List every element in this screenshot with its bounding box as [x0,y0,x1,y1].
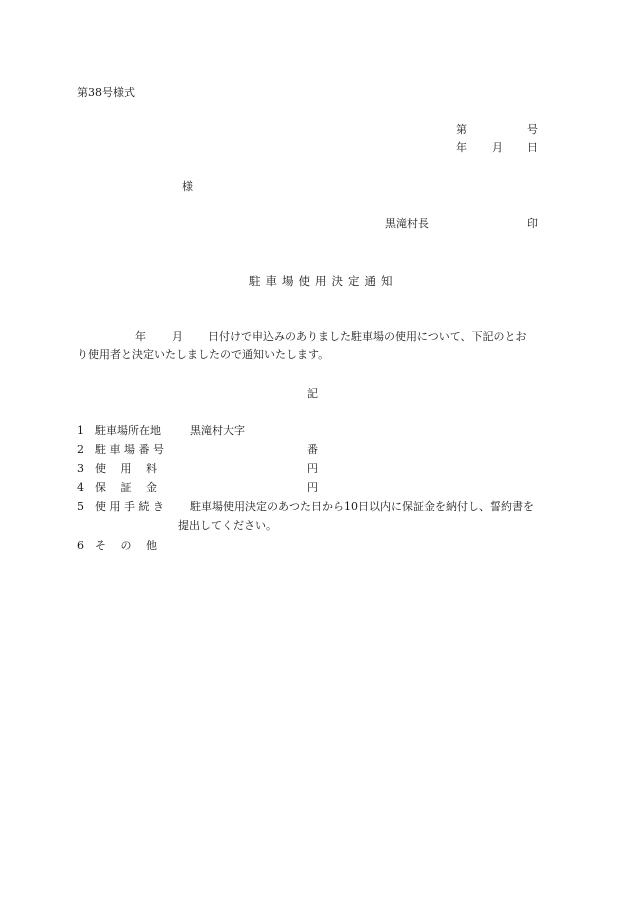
item-label: 保 証 金 [95,481,157,494]
document-title: 駐車場使用決定通知 [249,274,398,288]
doc-number-prefix: 第 [456,123,467,136]
issuer-seal: 印 [527,217,538,230]
item-number: 3 [77,462,84,475]
item-value: 円 [307,462,318,475]
item-label: 駐 車 場 番 号 [95,443,164,456]
item-label: 使 用 料 [95,462,157,475]
item-number: 5 [77,500,84,513]
item-number: 1 [77,424,84,437]
date-month: 月 [492,141,503,154]
body-month: 月 [172,330,183,343]
item-label: 使 用 手 続 き [95,500,164,513]
item-value: 番 [307,443,318,456]
item-number: 6 [77,539,84,552]
date-day: 日 [527,141,538,154]
item-value: 円 [307,481,318,494]
item-number: 4 [77,481,84,494]
item-value: 駐車場使用決定のあつた日から10日以内に保証金を納付し、誓約書を [190,500,534,513]
item-value: 黒滝村大字 [190,424,245,437]
body-text-line1: 日付けで申込みのありました駐車場の使用について、下記のとお [208,330,527,343]
item-label: 駐車場所在地 [95,424,161,437]
body-year: 年 [135,330,146,343]
form-number: 第38号様式 [77,86,135,99]
item-value-continued: 提出してください。 [178,519,277,532]
ki-heading: 記 [307,387,318,400]
body-text-line2: り使用者と決定いたしましたので通知いたします。 [77,348,330,361]
addressee-suffix: 様 [182,180,193,193]
date-year: 年 [456,141,467,154]
doc-number-suffix: 号 [527,123,538,136]
item-number: 2 [77,443,84,456]
issuer-name: 黒滝村長 [385,217,429,230]
item-label: そ の 他 [95,539,157,552]
